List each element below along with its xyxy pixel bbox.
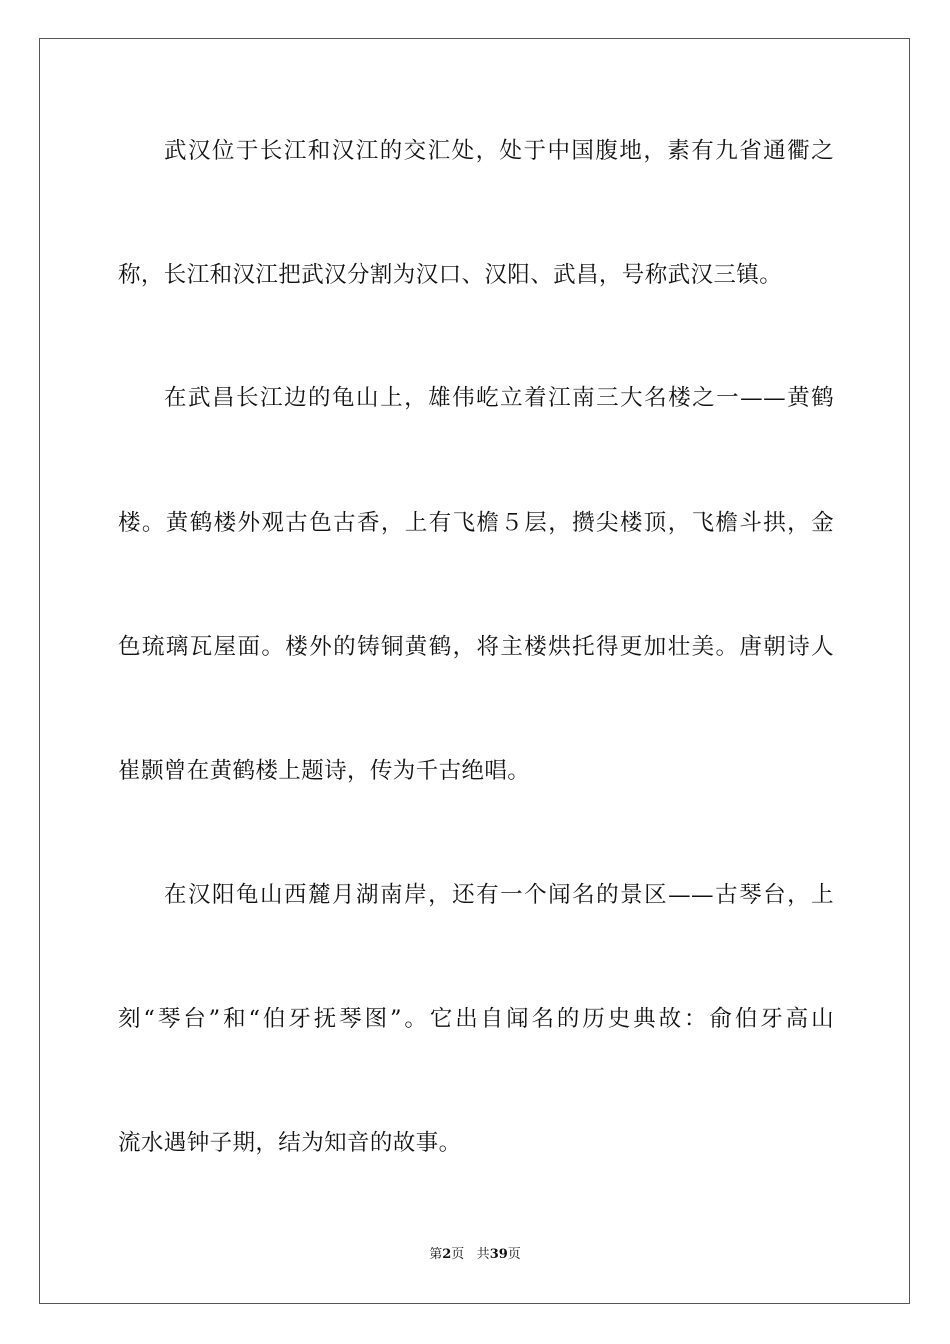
paragraph-3-line-3: 流水遇钟子期，结为知音的故事。	[118, 1130, 462, 1156]
paragraph-2-line-4: 崔颢曾在黄鹤楼上题诗，传为千古绝唱。	[118, 758, 531, 784]
footer-page-prefix: 第	[429, 1247, 443, 1262]
paragraph-2-line-3: 色琉璃瓦屋面。楼外的铸铜黄鹤，将主楼烘托得更加壮美。唐朝诗人	[118, 634, 834, 660]
footer-total-suffix: 页	[507, 1247, 521, 1262]
paragraph-3-line-1: 在汉阳龟山西麓月湖南岸，还有一个闻名的景区——古琴台，上	[164, 882, 834, 908]
page-border	[39, 38, 910, 1304]
footer-total-pages: 39	[489, 1247, 508, 1262]
paragraph-2-line-1: 在武昌长江边的龟山上，雄伟屹立着江南三大名楼之一——黄鹤	[164, 385, 834, 411]
footer-page-suffix: 页	[451, 1247, 465, 1262]
paragraph-3-line-2: 刻“琴台”和“伯牙抚琴图”。它出自闻名的历史典故：俞伯牙高山	[118, 1006, 834, 1032]
paragraph-1-line-1: 武汉位于长江和汉江的交汇处，处于中国腹地，素有九省通衢之	[164, 138, 834, 164]
paragraph-2-line-2: 楼。黄鹤楼外观古色古香，上有飞檐５层，攒尖楼顶，飞檐斗拱，金	[118, 510, 834, 536]
paragraph-1-line-2: 称，长江和汉江把武汉分割为汉口、汉阳、武昌，号称武汉三镇。	[118, 262, 783, 288]
footer-page-number: 2	[442, 1247, 452, 1262]
footer-total-prefix: 共	[476, 1247, 490, 1262]
page-footer	[0, 1246, 950, 1264]
